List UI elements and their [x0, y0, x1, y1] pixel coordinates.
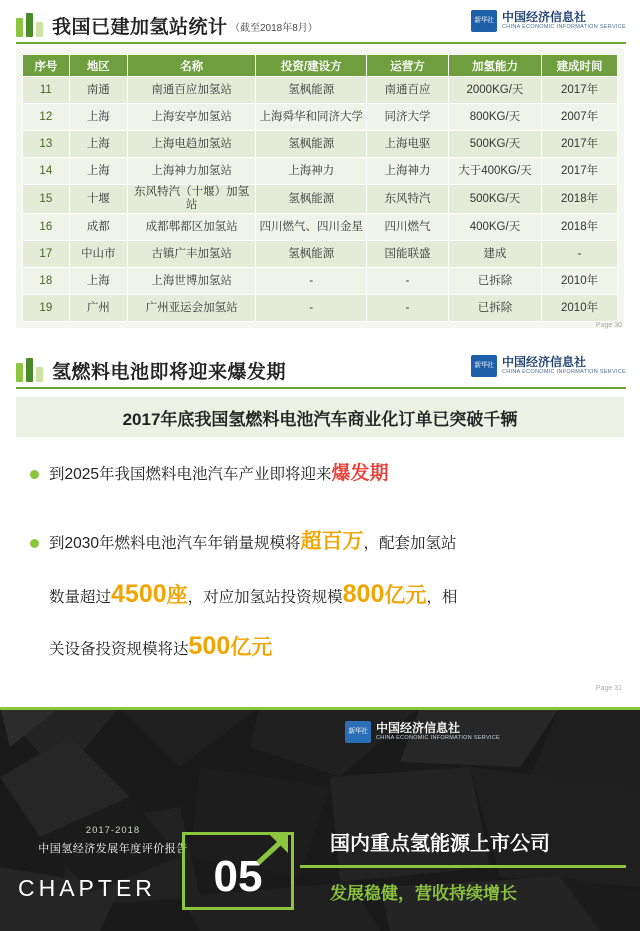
table-row [23, 131, 618, 158]
table-row [23, 214, 618, 241]
page-number: Page 30 [595, 322, 622, 329]
bullet-text: 关设备投资规模将达 [49, 641, 189, 658]
cell-idx: 18 [23, 268, 70, 295]
bullet-item [30, 457, 626, 492]
bullet-highlight: 4500 [111, 580, 167, 608]
cell-investor: 氢枫能源 [256, 131, 367, 158]
col-index: 序号 [23, 55, 70, 77]
report-identity [18, 825, 208, 856]
logo-text-en: CHINA ECONOMIC INFORMATION SERVICE [502, 23, 626, 30]
cell-region: 十堰 [69, 185, 127, 214]
table-header-row [23, 55, 618, 77]
bullet-highlight: 爆发期 [331, 463, 389, 484]
cell-idx: 14 [23, 158, 70, 185]
cell-region: 上海 [69, 158, 127, 185]
cell-operator: 上海神力 [367, 158, 449, 185]
cell-investor: 氢枫能源 [256, 241, 367, 268]
cell-capacity: 500KG/天 [448, 185, 541, 214]
page-subtitle: （截至2018年8月） [230, 23, 318, 34]
logo-text-cn: 中国经济信息社 [376, 720, 461, 735]
logo-xinhua [471, 355, 626, 377]
cell-investor: - [256, 295, 367, 322]
logo-text-en: CHINA ECONOMIC INFORMATION SERVICE [376, 734, 500, 741]
chapter-title: 国内重点氢能源上市公司 [330, 833, 550, 855]
cell-idx: 17 [23, 241, 70, 268]
bullet-highlight: 亿元 [384, 584, 427, 607]
table-row [23, 295, 618, 322]
cell-region: 成都 [69, 214, 127, 241]
slide-chapter-cover [0, 707, 640, 931]
chapter-subtitle: 发展稳健，营收持续增长 [330, 884, 517, 903]
cell-date: - [542, 241, 618, 268]
logo-text-cn: 中国经济信息社 [502, 9, 587, 24]
cell-investor: 上海神力 [256, 158, 367, 185]
cell-region: 上海 [69, 131, 127, 158]
cell-capacity: 大于400KG/天 [448, 158, 541, 185]
chapter-divider [300, 865, 626, 868]
bullet-item [30, 525, 626, 561]
cell-capacity: 500KG/天 [448, 131, 541, 158]
col-name: 名称 [127, 55, 255, 77]
highlight-banner [16, 397, 624, 437]
cell-region: 上海 [69, 104, 127, 131]
cell-date: 2018年 [542, 214, 618, 241]
cell-operator: - [367, 295, 449, 322]
logo-mark: 新华社 [471, 355, 497, 377]
page-number: Page 31 [595, 685, 622, 692]
logo-xinhua [345, 721, 500, 743]
top-accent-line [0, 707, 640, 710]
bullet-text: 到2025年我国燃料电池汽车产业即将迎来 [49, 466, 332, 483]
table-row [23, 185, 618, 214]
cell-idx: 11 [23, 77, 70, 104]
table-row [23, 241, 618, 268]
table-row [23, 268, 618, 295]
cell-capacity: 2000KG/天 [448, 77, 541, 104]
col-date: 建成时间 [542, 55, 618, 77]
cell-name: 上海电趋加氢站 [127, 131, 255, 158]
cell-capacity: 800KG/天 [448, 104, 541, 131]
cell-region: 广州 [69, 295, 127, 322]
col-investor: 投资/建设方 [256, 55, 367, 77]
col-operator: 运营方 [367, 55, 449, 77]
cell-idx: 12 [23, 104, 70, 131]
cell-name: 广州亚运会加氢站 [127, 295, 255, 322]
chapter-word: CHAPTER [18, 875, 156, 901]
cell-capacity: 建成 [448, 241, 541, 268]
cell-investor: 氢枫能源 [256, 77, 367, 104]
cell-capacity: 已拆除 [448, 268, 541, 295]
cell-idx: 19 [23, 295, 70, 322]
cell-name: 上海安亭加氢站 [127, 104, 255, 131]
page-title: 氢燃料电池即将迎来爆发期 [52, 362, 287, 383]
bullet-highlight: 亿元 [230, 636, 273, 659]
cell-region: 上海 [69, 268, 127, 295]
bullet-highlight: 座 [166, 584, 188, 607]
bullet-dot-icon [30, 470, 39, 479]
cell-region: 中山市 [69, 241, 127, 268]
logo-xinhua [471, 10, 626, 32]
bullet-item [30, 577, 626, 615]
cell-operator: 同济大学 [367, 104, 449, 131]
cell-investor: 上海舜华和同济大学 [256, 104, 367, 131]
bullet-text: ，配套加氢站 [363, 535, 457, 552]
col-capacity: 加氢能力 [448, 55, 541, 77]
slide-hydrogen-station-table [0, 0, 640, 341]
cell-date: 2010年 [542, 268, 618, 295]
cell-name: 上海神力加氢站 [127, 158, 255, 185]
report-name: 中国氢经济发展年度评价报告 [38, 843, 188, 855]
bullet-dot-icon [30, 539, 39, 548]
logo-mark: 新华社 [471, 10, 497, 32]
slide-fuel-cell-outlook [0, 345, 640, 703]
decorative-bars-icon [16, 358, 44, 382]
cell-name: 南通百应加氢站 [127, 77, 255, 104]
col-region: 地区 [69, 55, 127, 77]
cell-date: 2017年 [542, 158, 618, 185]
logo-text-en: CHINA ECONOMIC INFORMATION SERVICE [502, 368, 626, 375]
cell-region: 南通 [69, 77, 127, 104]
cell-name: 成都郫都区加氢站 [127, 214, 255, 241]
cell-operator: 国能联盛 [367, 241, 449, 268]
bullet-text: ，对应加氢站投资规模 [187, 589, 343, 606]
bullet-text: 到2030年燃料电池汽车年销量规模将 [49, 535, 301, 552]
cell-date: 2017年 [542, 77, 618, 104]
cell-date: 2018年 [542, 185, 618, 214]
cell-date: 2007年 [542, 104, 618, 131]
cell-capacity: 已拆除 [448, 295, 541, 322]
cell-investor: 氢枫能源 [256, 185, 367, 214]
cell-operator: 南通百应 [367, 77, 449, 104]
cell-investor: 四川燃气、四川金星 [256, 214, 367, 241]
slide1-header [0, 6, 640, 46]
cell-idx: 13 [23, 131, 70, 158]
cell-operator: 四川燃气 [367, 214, 449, 241]
cell-name: 东风特汽（十堰）加氢站 [127, 185, 255, 214]
station-table-container [16, 48, 624, 328]
header-divider [16, 42, 626, 44]
cell-investor: - [256, 268, 367, 295]
bullet-text: ，相 [426, 589, 458, 606]
bullet-highlight: 超百万 [300, 530, 364, 553]
table-row [23, 158, 618, 185]
cell-name: 上海世博加氢站 [127, 268, 255, 295]
bullet-highlight: 800 [342, 580, 385, 608]
logo-text-cn: 中国经济信息社 [502, 354, 587, 369]
slide2-header [0, 351, 640, 391]
arrow-up-right-icon [252, 829, 294, 871]
cell-capacity: 400KG/天 [448, 214, 541, 241]
decorative-bars-icon [16, 13, 44, 37]
page-title: 我国已建加氢站统计 [52, 17, 228, 38]
cell-date: 2017年 [542, 131, 618, 158]
cell-operator: 东风特汽 [367, 185, 449, 214]
chapter-number: 05 [213, 852, 263, 901]
table-row [23, 77, 618, 104]
bullet-text: 数量超过 [49, 589, 112, 606]
cell-date: 2010年 [542, 295, 618, 322]
cell-idx: 16 [23, 214, 70, 241]
cell-operator: 上海电驱 [367, 131, 449, 158]
banner-text: 2017年底我国氢燃料电池汽车商业化订单已突破千辆 [122, 409, 518, 429]
cell-name: 古镇广丰加氢站 [127, 241, 255, 268]
report-years: 2017-2018 [85, 825, 141, 836]
table-row [23, 104, 618, 131]
cell-idx: 15 [23, 185, 70, 214]
station-table [22, 54, 618, 322]
bullet-item [30, 629, 626, 667]
bullet-highlight: 500 [188, 632, 231, 660]
logo-mark: 新华社 [345, 721, 371, 743]
cell-operator: - [367, 268, 449, 295]
header-divider [16, 387, 626, 389]
